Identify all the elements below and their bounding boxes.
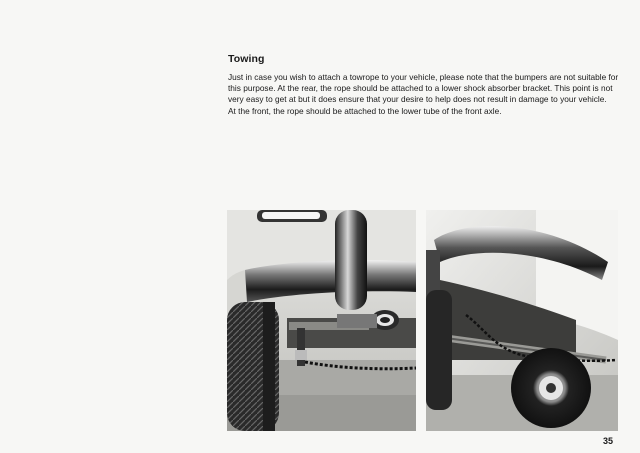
paragraph-rear-towing: Just in case you wish to attach a towrope to your vehicle, please note that the bumpers are not suitable for this purpose. At the rear, the rope should be attached to a lower shock absorber bracket. This point is not very easy to get at but it does ensure that your desire to help does not result in damage to your vehicle. — [228, 72, 619, 105]
page-number: 35 — [603, 436, 614, 446]
front-towing-photo-icon — [426, 210, 618, 431]
paragraph-front-towing: At the front, the rope should be attached to the lower tube of the front axle. — [228, 105, 502, 116]
rear-towing-photo-icon — [227, 210, 416, 431]
section-body — [228, 72, 624, 117]
rear-towing-photo — [227, 210, 416, 431]
section-heading: Towing — [228, 53, 265, 65]
front-towing-photo — [426, 210, 618, 431]
